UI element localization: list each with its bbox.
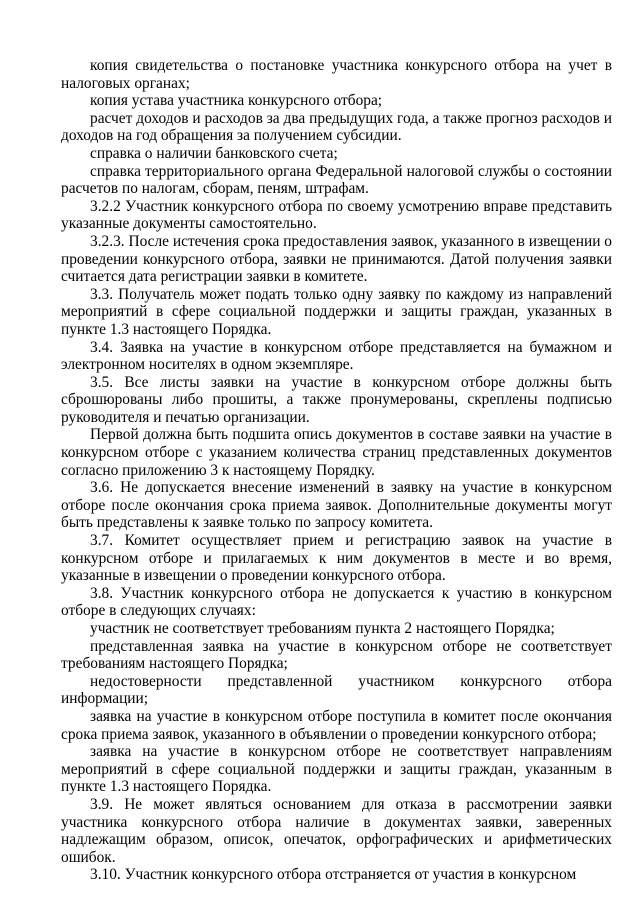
paragraph-registration-certificate: копия свидетельства о постановке участника конкурсного отбора на учет в налоговых органах;: [61, 57, 612, 92]
paragraph-reason-application: представленная заявка на участие в конкурсном отборе не соответствует требованиям настоящего Порядка;: [61, 637, 612, 673]
paragraph-reason-direction: заявка на участие в конкурсном отборе не соответствует направлениям мероприятий в сфере социальной поддержки и защиты граждан, указанным в пункте 1.3 настоящего Порядка.: [61, 743, 612, 796]
paragraph-charter-copy: копия устава участника конкурсного отбора;: [90, 92, 383, 110]
paragraph-reason-late: заявка на участие в конкурсном отборе поступила в комитет после окончания срока приема заявок, указанного в объявлении о проведении конкурсного отбора;: [61, 707, 612, 743]
paragraph-3-4: 3.4. Заявка на участие в конкурсном отборе представляется на бумажном и электронном носителях в одном экземпляре.: [61, 338, 612, 374]
paragraph-3-10: 3.10. Участник конкурсного отбора отстраняется от участия в конкурсном: [90, 866, 577, 884]
paragraph-3-6: 3.6. Не допускается внесение изменений в заявку на участие в конкурсном отборе после окончания срока приема заявок. Дополнительные документы могут быть представлены к заявке только по запросу комитета.: [61, 479, 612, 532]
document-body: [61, 57, 612, 884]
paragraph-3-3: 3.3. Получатель может подать только одну заявку по каждому из направлений мероприятий в сфере социальной поддержки и защиты граждан, указанных в пункте 1.3 настоящего Порядка.: [61, 285, 612, 338]
paragraph-reason-inaccuracy: недостоверности представленной участником конкурсного отбора информации;: [61, 672, 612, 708]
paragraph-tax-certificate: справка территориального органа Федеральной налоговой службы о состоянии расчетов по налогам, сборам, пеням, штрафам.: [61, 162, 612, 198]
paragraph-3-9: 3.9. Не может являться основанием для отказа в рассмотрении заявки участника конкурсного отбора наличие в документах заявки, заверенных надлежащим образом, описок, опечаток, орфографических и арифметических ошибок.: [61, 795, 612, 866]
paragraph-3-5: 3.5. Все листы заявки на участие в конкурсном отборе должны быть сброшюрованы либо прошиты, а также пронумерованы, скреплены подписью руководителя и печатью организации.: [61, 373, 612, 426]
paragraph-3-2-3: 3.2.3. После истечения срока предоставления заявок, указанного в извещении о проведении конкурсного отбора, заявки не принимаются. Датой получения заявки считается дата регистрации заявки в комитете.: [61, 232, 612, 286]
paragraph-income-expenses: расчет доходов и расходов за два предыдущих года, а также прогноз расходов и доходов на год обращения за получением субсидии.: [61, 109, 612, 145]
paragraph-3-2-2: 3.2.2 Участник конкурсного отбора по своему усмотрению вправе представить указанные документы самостоятельно.: [61, 197, 612, 233]
paragraph-bank-account: справка о наличии банковского счета;: [90, 144, 338, 162]
paragraph-3-8: 3.8. Участник конкурсного отбора не допускается к участию в конкурсном отборе в следующих случаях:: [61, 584, 612, 620]
paragraph-3-7: 3.7. Комитет осуществляет прием и регистрацию заявок на участие в конкурсном отборе и прилагаемых к ним документов в месте и во время, указанные в извещении о проведении конкурсного отбора.: [61, 532, 612, 585]
paragraph-inventory: Первой должна быть подшита опись документов в составе заявки на участие в конкурсном отборе с указанием количества страниц представленных документов согласно приложению 3 к настоящему Порядку.: [61, 426, 612, 479]
paragraph-reason-requirements: участник не соответствует требованиям пункта 2 настоящего Порядка;: [90, 620, 555, 637]
